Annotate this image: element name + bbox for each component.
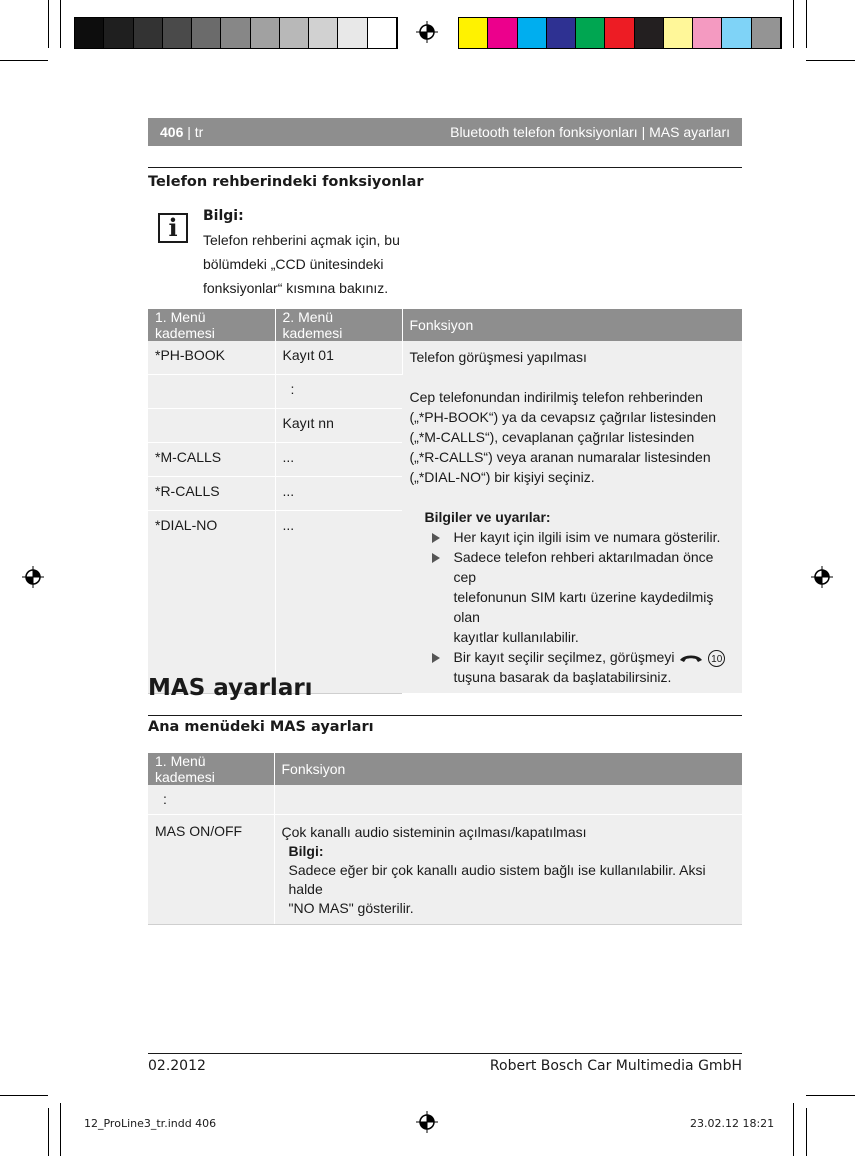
list-item: Sadece telefon rehberi aktarılmadan önce cep telefonunun SIM kartı üzerine kaydedilmiş olan kayıtlar kullanılabilir. (432, 547, 736, 647)
table-cell (148, 374, 275, 408)
color-swatch (664, 18, 693, 48)
crop-mark (806, 0, 807, 48)
color-swatch (192, 18, 221, 48)
table-cell: : (148, 785, 274, 815)
crop-mark (806, 1108, 807, 1156)
registration-mark-icon (22, 566, 44, 588)
section-title: Bluetooth telefon fonksiyonları | MAS ayarları (450, 124, 730, 140)
process-color-bar (458, 17, 782, 49)
list-item: Bir kayıt seçilir seçilmez, görüşmeyi 10 tuşuna basarak da başlatabilirsiniz. (432, 647, 736, 687)
color-swatch (221, 18, 250, 48)
color-swatch (251, 18, 280, 48)
color-swatch (338, 18, 367, 48)
table-row (148, 815, 742, 925)
table-cell: Kayıt nn (275, 409, 402, 443)
gray-color-bar (74, 17, 398, 49)
table-cell: *M-CALLS (148, 443, 275, 477)
crop-mark (48, 0, 49, 48)
column-header: 1. Menü kademesi (148, 753, 274, 785)
mas-title: MAS ayarları (148, 675, 313, 701)
registration-mark-icon (416, 1111, 438, 1133)
registration-mark-icon (416, 21, 438, 43)
page-header (148, 118, 742, 146)
color-swatch (722, 18, 751, 48)
mas-note-label: Bilgi: (288, 843, 324, 859)
footer-company: Robert Bosch Car Multimedia GmbH (489, 1058, 742, 1074)
mas-note-line: "NO MAS" gösterilir. (288, 900, 414, 916)
function-lead: Telefon görüşmesi yapılması (409, 349, 587, 365)
table-row (148, 785, 742, 815)
slug-filename: 12_ProLine3_tr.indd 406 (84, 1117, 217, 1130)
crop-mark (0, 1095, 48, 1096)
table-cell: ... (275, 511, 402, 694)
table-header-row (148, 309, 742, 341)
hints-title: Bilgiler ve uyarılar: (424, 509, 551, 525)
crop-mark (793, 1103, 794, 1156)
color-swatch (547, 18, 576, 48)
divider (148, 715, 742, 716)
color-swatch (309, 18, 338, 48)
table-cell: : (275, 374, 402, 408)
info-icon: i (158, 213, 188, 243)
phonebook-title: Telefon rehberindeki fonksiyonlar (148, 174, 424, 190)
color-swatch (368, 18, 397, 48)
color-swatch (518, 18, 547, 48)
note-line: Telefon rehberini açmak için, bu (203, 232, 400, 248)
table-cell: *PH-BOOK (148, 341, 275, 374)
function-text-line: („*DIAL-NO“) bir kişiyi seçiniz. (409, 469, 595, 485)
table-cell (274, 785, 742, 815)
color-swatch (459, 18, 488, 48)
table-cell (148, 409, 275, 443)
color-swatch (752, 18, 781, 48)
language-code: | tr (187, 124, 204, 140)
mas-function: Çok kanallı audio sisteminin açılması/kapatılması (281, 824, 587, 840)
color-swatch (134, 18, 163, 48)
color-swatch (605, 18, 634, 48)
table-cell: Kayıt 01 (275, 341, 402, 374)
table-cell: MAS ON/OFF (148, 815, 274, 925)
color-swatch (75, 18, 104, 48)
footer-divider (148, 1053, 742, 1054)
mas-note-line: Sadece eğer bir çok kanallı audio sistem bağlı ise kullanılabilir. Aksi halde (288, 862, 706, 897)
crop-mark (60, 0, 61, 48)
divider (148, 167, 742, 168)
list-item: Her kayıt için ilgili isim ve numara gösterilir. (432, 527, 736, 547)
crop-mark (806, 1095, 855, 1096)
table-header-row (148, 753, 742, 785)
phonebook-table (148, 309, 742, 694)
bullet-arrow-icon (432, 553, 440, 563)
crop-mark (793, 0, 794, 48)
column-header: 2. Menü kademesi (275, 309, 402, 341)
crop-mark (48, 1108, 49, 1156)
function-text-line: Cep telefonundan indirilmiş telefon rehberinden (409, 389, 703, 405)
color-swatch (693, 18, 722, 48)
footer-date: 02.2012 (148, 1058, 206, 1074)
crop-mark (806, 60, 855, 61)
info-note (203, 206, 403, 298)
key-number-badge: 10 (708, 650, 725, 667)
function-text-line: („*M-CALLS“), cevaplanan çağrılar listesinden (409, 429, 695, 445)
color-swatch (280, 18, 309, 48)
table-cell: *DIAL-NO (148, 511, 275, 694)
table-cell: ... (275, 477, 402, 511)
phone-handset-icon (678, 652, 704, 664)
bullet-arrow-icon (432, 533, 440, 543)
color-swatch (104, 18, 133, 48)
column-header: Fonksiyon (274, 753, 742, 785)
bullet-arrow-icon (432, 653, 440, 663)
column-header: Fonksiyon (402, 309, 742, 341)
note-label: Bilgi: (203, 208, 244, 224)
table-row (148, 341, 742, 374)
mas-subtitle: Ana menüdeki MAS ayarları (148, 719, 374, 735)
registration-mark-icon (811, 566, 833, 588)
slug-datetime: 23.02.12 18:21 (690, 1117, 775, 1130)
crop-mark (0, 60, 48, 61)
table-cell (274, 815, 742, 925)
crop-mark (60, 1103, 61, 1156)
mas-table (148, 753, 742, 925)
function-text-line: („*PH-BOOK“) ya da cevapsız çağrılar listesinden (409, 409, 717, 425)
color-swatch (576, 18, 605, 48)
color-swatch (635, 18, 664, 48)
function-description (402, 341, 742, 694)
note-line: bölümdeki „CCD ünitesindeki (203, 256, 384, 272)
color-swatch (488, 18, 517, 48)
column-header: 1. Menü kademesi (148, 309, 275, 341)
table-cell: *R-CALLS (148, 477, 275, 511)
page-number: 406 (160, 124, 184, 140)
table-cell: ... (275, 443, 402, 477)
function-text-line: („*R-CALLS“) veya aranan numaralar listesinden (409, 449, 711, 465)
hints-list (410, 527, 736, 687)
color-swatch (163, 18, 192, 48)
note-line: fonksiyonlar“ kısmına bakınız. (203, 280, 389, 296)
